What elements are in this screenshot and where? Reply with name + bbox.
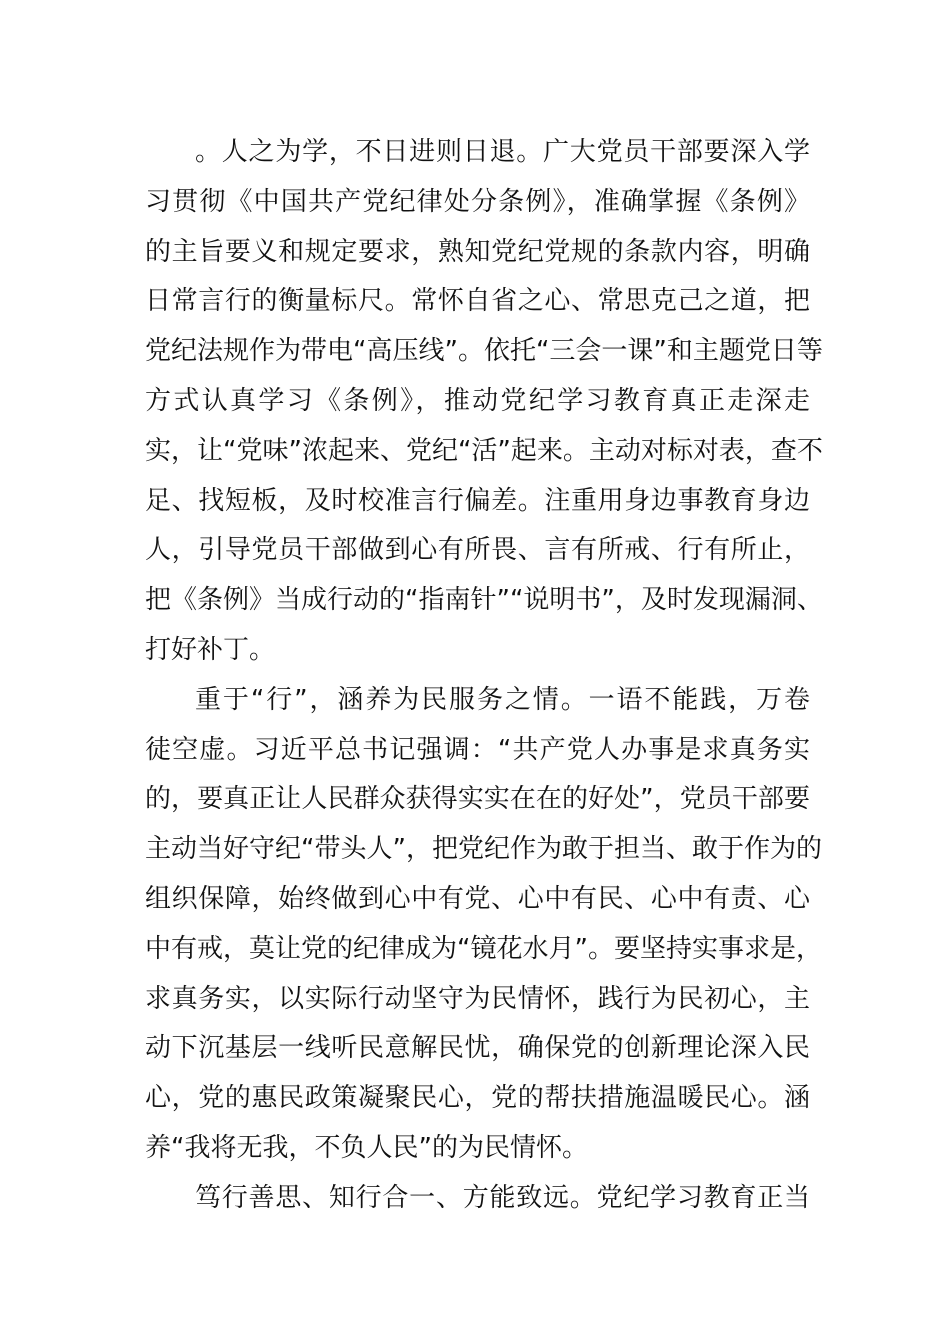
text-line: 的主旨要义和规定要求，熟知党纪党规的条款内容，明确	[145, 236, 810, 267]
text-line: 打好补丁。	[145, 634, 276, 665]
text-line: 实，让“党味”浓起来、党纪“活”起来。主动对标对表，查不	[145, 435, 823, 466]
text-line: 组织保障，始终做到心中有党、心中有民、心中有责、心	[145, 883, 810, 914]
text-line: 日常言行的衡量标尺。常怀自省之心、常思克己之道，把	[145, 286, 810, 317]
text-line: 重于“行”，涵养为民服务之情。一语不能践，万卷	[195, 684, 810, 715]
text-line: 心，党的惠民政策凝聚民心，党的帮扶措施温暖民心。涵	[145, 1083, 810, 1114]
text-line: 。人之为学，不日进则日退。广大党员干部要深入学	[195, 137, 810, 167]
text-line: 习贯彻《中国共产党纪律处分条例》，准确掌握《条例》	[145, 186, 810, 217]
text-line: 养“我将无我，不负人民”的为民情怀。	[145, 1132, 588, 1163]
text-line: 中有戒，莫让党的纪律成为“镜花水月”。要坚持实事求是，	[145, 933, 822, 964]
text-line: 足、找短板，及时校准言行偏差。注重用身边事教育身边	[145, 485, 810, 516]
text-line: 党纪法规作为带电“高压线”。依托“三会一课”和主题党日等	[145, 336, 823, 367]
text-line: 主动当好守纪“带头人”，把党纪作为敢于担当、敢于作为的	[145, 834, 822, 865]
text-line: 把《条例》当成行动的“指南针”“说明书”，及时发现漏洞、	[145, 585, 823, 616]
text-line: 笃行善思、知行合一、方能致远。党纪学习教育正当	[195, 1182, 810, 1213]
text-line: 方式认真学习《条例》，推动党纪学习教育真正走深走	[145, 385, 810, 416]
text-line: 求真务实，以实际行动坚守为民情怀，践行为民初心，主	[145, 983, 810, 1014]
text-line: 徒空虚。习近平总书记强调：“共产党人办事是求真务实	[145, 734, 810, 765]
text-line: 的，要真正让人民群众获得实实在在的好处”，党员干部要	[145, 784, 810, 815]
text-line: 人，引导党员干部做到心有所畏、言有所戒、行有所止，	[145, 535, 810, 566]
text-line: 动下沉基层一线听民意解民忧，确保党的创新理论深入民	[145, 1033, 810, 1064]
body-text	[145, 128, 823, 1224]
